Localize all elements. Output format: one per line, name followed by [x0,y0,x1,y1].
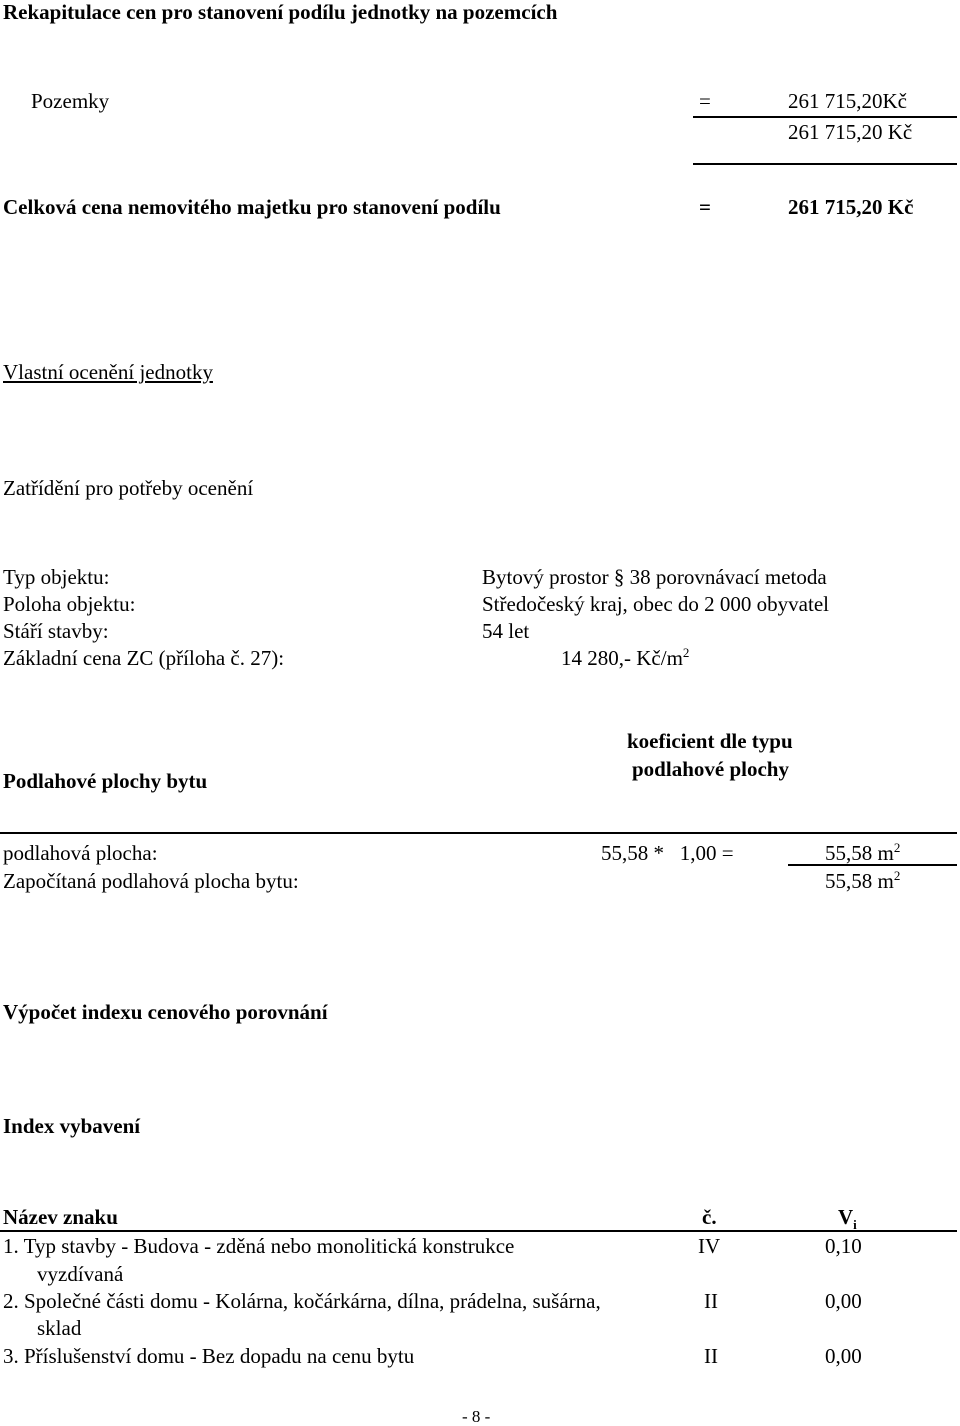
total-value: 261 715,20 Kč [788,195,914,219]
subtotal-underline [693,163,957,165]
pozemky-underline [693,116,957,118]
equipment-row-name: 3. Příslušenství domu - Bez dopadu na cenu bytu [3,1344,415,1368]
floor-area-result [825,840,901,865]
total-equals: = [699,195,711,219]
total-label: Celková cena nemovitého majetku pro stanovení podílu [3,195,501,219]
base-price-unit-exponent: 2 [682,645,690,660]
floor-area-row-label: podlahová plocha: [3,841,158,865]
equipment-row-name: 1. Typ stavby - Budova - zděná nebo monolitická konstrukce [3,1234,515,1258]
page-number: - 8 - [462,1407,491,1426]
equipment-col-v-subscript: i [853,1217,857,1232]
page-title: Rekapitulace cen pro stanovení podílu jednotky na pozemcích [3,0,558,24]
floor-area-calculation: 55,58 * 1,00 = [601,841,734,865]
classification-value: Středočeský kraj, obec do 2 000 obyvatel [482,592,829,616]
classification-label: Stáří stavby: [3,619,109,643]
price-index-heading: Výpočet indexu cenového porovnání [3,1000,328,1024]
equipment-row-name-continued: sklad [37,1316,82,1340]
equipment-row-name: 2. Společné části domu - Kolárna, kočárkárna, dílna, prádelna, sušárna, [3,1289,601,1313]
section-classification-heading: Zatřídění pro potřeby ocenění [3,476,254,500]
counted-floor-area-result [825,868,901,893]
base-price-value [561,645,690,670]
pozemky-label: Pozemky [31,89,110,113]
equipment-row-number: II [704,1344,718,1368]
equipment-row-name-continued: vyzdívaná [37,1262,124,1286]
pozemky-value: 261 715,20Kč [788,89,907,113]
floor-area-result-value: 55,58 m [825,841,894,865]
classification-label: Typ objektu: [3,565,110,589]
floor-area-result-underline [788,864,957,866]
classification-value: 54 let [482,619,530,643]
coefficient-heading-line1: koeficient dle typu [627,729,793,753]
classification-value: Bytový prostor § 38 porovnávací metoda [482,565,827,589]
classification-label: Poloha objektu: [3,592,136,616]
equipment-col-name: Název znaku [3,1205,118,1229]
equipment-header-rule [0,1230,957,1232]
floor-area-result-exponent: 2 [893,840,901,855]
equipment-col-v [838,1205,857,1232]
counted-floor-area-exponent: 2 [893,868,901,883]
equipment-index-heading: Index vybavení [3,1114,141,1138]
classification-label: Základní cena ZC (příloha č. 27): [3,646,285,670]
pozemky-equals: = [699,89,711,113]
subtotal-value: 261 715,20 Kč [788,120,913,144]
equipment-row-v: 0,00 [825,1289,862,1313]
equipment-row-number: IV [698,1234,721,1258]
base-price-amount: 14 280,- Kč/m [561,646,683,670]
equipment-row-v: 0,00 [825,1344,862,1368]
floor-area-rule [0,832,957,834]
counted-floor-area-value: 55,58 m [825,869,894,893]
equipment-row-number: II [704,1289,718,1313]
floor-area-heading: Podlahové plochy bytu [3,769,208,793]
equipment-col-v-letter: V [838,1205,854,1229]
coefficient-heading-line2: podlahové plochy [632,757,789,781]
counted-floor-area-label: Započítaná podlahová plocha bytu: [3,869,299,893]
equipment-row-v: 0,10 [825,1234,862,1258]
section-valuation-heading: Vlastní ocenění jednotky [3,360,213,384]
equipment-col-number: č. [702,1205,717,1229]
